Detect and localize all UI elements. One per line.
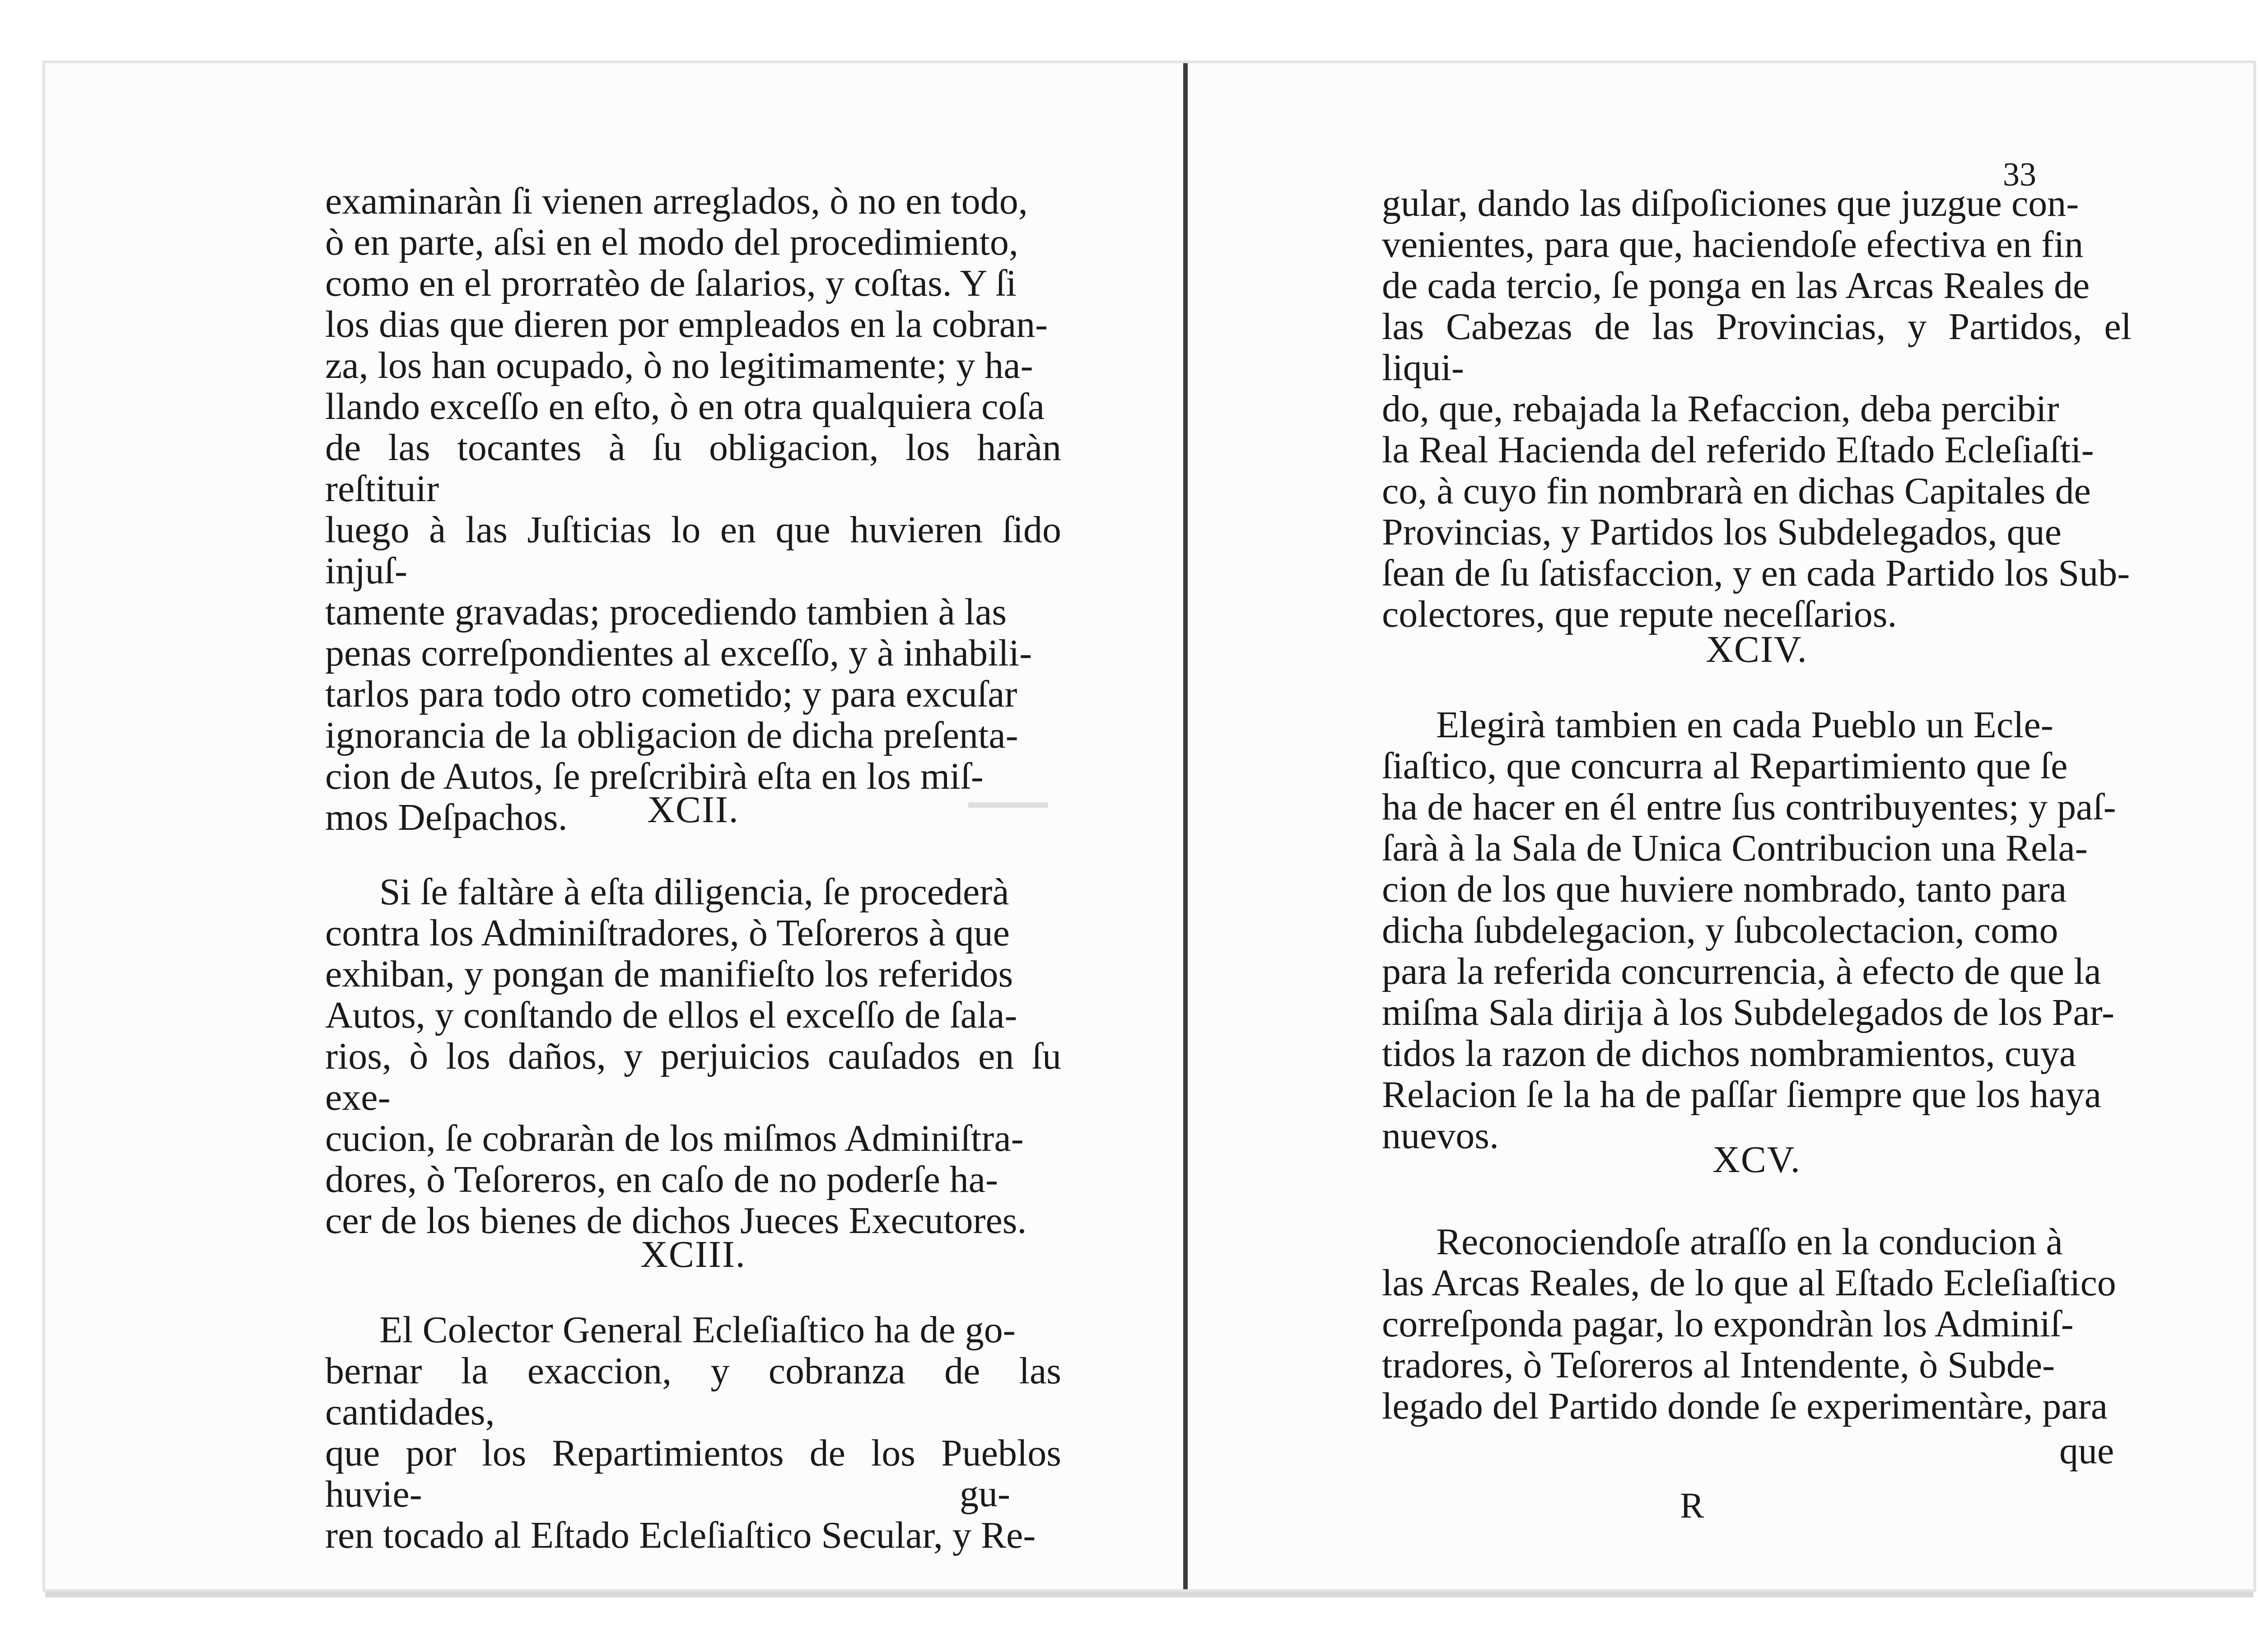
left-paragraph-1: examinaràn ſi vienen arreglados, ò no en todo, ò en parte, aſsi en el modo del procedimiento, como en el prorratèo de ſalarios, y coſtas. Y ſi los dias que dieren por empleados en la cobran- za, los han ocupado, ò no legitimamente; y ha- llando exceſſo en eſto, ò en otra qualquiera coſa de las tocantes à ſu obligacion, los haràn reſtituir luego à las Juſticias lo en que huvieren ſido injuſ- tamente gravadas; procediendo tambien à las penas correſpondientes al exceſſo, y à inhabili- tarlos para todo otro cometido; y para excuſar ignorancia de la obligacion de dicha preſenta- cion de Autos, ſe preſcribirà eſta en los miſ- mos Deſpachos. (325, 180, 1061, 838)
section-heading-xciii: XCIII. (640, 1233, 746, 1275)
open-book (45, 63, 2253, 1589)
right-paragraph-2: Elegirà tambien en cada Pueblo un Ecle- ſiaſtico, que concurra al Repartimiento que ſe ha de hacer en él entre ſus contribuyentes; y paſ- ſarà à la Sala de Unica Contribucion una Rela- cion de los que huviere nombrado, tanto para dicha ſubdelegacion, y ſubcolectacion, como para la referida concurrencia, à efecto de que la miſma Sala dirija à los Subdelegados de los Par- tidos la razon de dichos nombramientos, cuya Relacion ſe la ha de paſſar ſiempre que los haya nuevos. (1382, 704, 2116, 1157)
left-paragraph-2: Si ſe faltàre à eſta diligencia, ſe procederà contra los Adminiſtradores, ò Teſoreros à que exhiban, y pongan de manifieſto los referidos Autos, y conſtando de ellos el exceſſo de ſala- rios, ò los daños, y perjuicios cauſados en ſu exe- cucion, ſe cobraràn de los miſmos Adminiſtra- dores, ò Teſoreros, en caſo de no poderſe ha- cer de los bienes de dichos Jueces Executores. (325, 871, 1061, 1242)
left-catchword: gu- (960, 1473, 1010, 1515)
right-paragraph-3: Reconociendoſe atraſſo en la conducion à las Arcas Reales, de lo que al Eſtado Ecleſiaſtico correſponda pagar, lo expondràn los Adminiſ- tradores, ò Teſoreros al Intendente, ò Subde- legado del Partido donde ſe experimentàre, para (1382, 1221, 2116, 1427)
bleed-through: ▁▁▁ (968, 769, 1048, 807)
page-number: 33 (2003, 156, 2036, 193)
right-paragraph-1: gular, dando las diſpoſiciones que juzgue con- venientes, para que, haciendoſe efectiva en fin de cada tercio, ſe ponga en las Arcas Reales de las Cabezas de las Provincias, y Partidos, el liqui- do, que, rebajada la Refaccion, deba percibir la Real Hacienda del referido Eſtado Ecleſiaſti- co, à cuyo fin nombrarà en dichas Capitales de Provincias, y Partidos los Subdelegados, que ſean de ſu ſatisfaccion, y en cada Partido los Sub- colectores, que repute neceſſarios. (1382, 182, 2132, 635)
right-catchword: que (2059, 1430, 2114, 1472)
left-page (45, 63, 1188, 1589)
section-heading-xcv: XCV. (1712, 1139, 1801, 1181)
section-heading-xciv: XCIV. (1706, 628, 1808, 670)
left-paragraph-3: El Colector General Ecleſiaſtico ha de go- bernar la exaccion, y cobranza de las cantidades, que por los Repartimientos de los Pueblos huvie- ren tocado al Eſtado Ecleſiaſtico Secular, y Re- (325, 1309, 1061, 1556)
signature-mark: R (1680, 1486, 1704, 1526)
section-heading-xcii: XCII. (647, 789, 739, 831)
right-page-content (1192, 63, 2253, 1589)
